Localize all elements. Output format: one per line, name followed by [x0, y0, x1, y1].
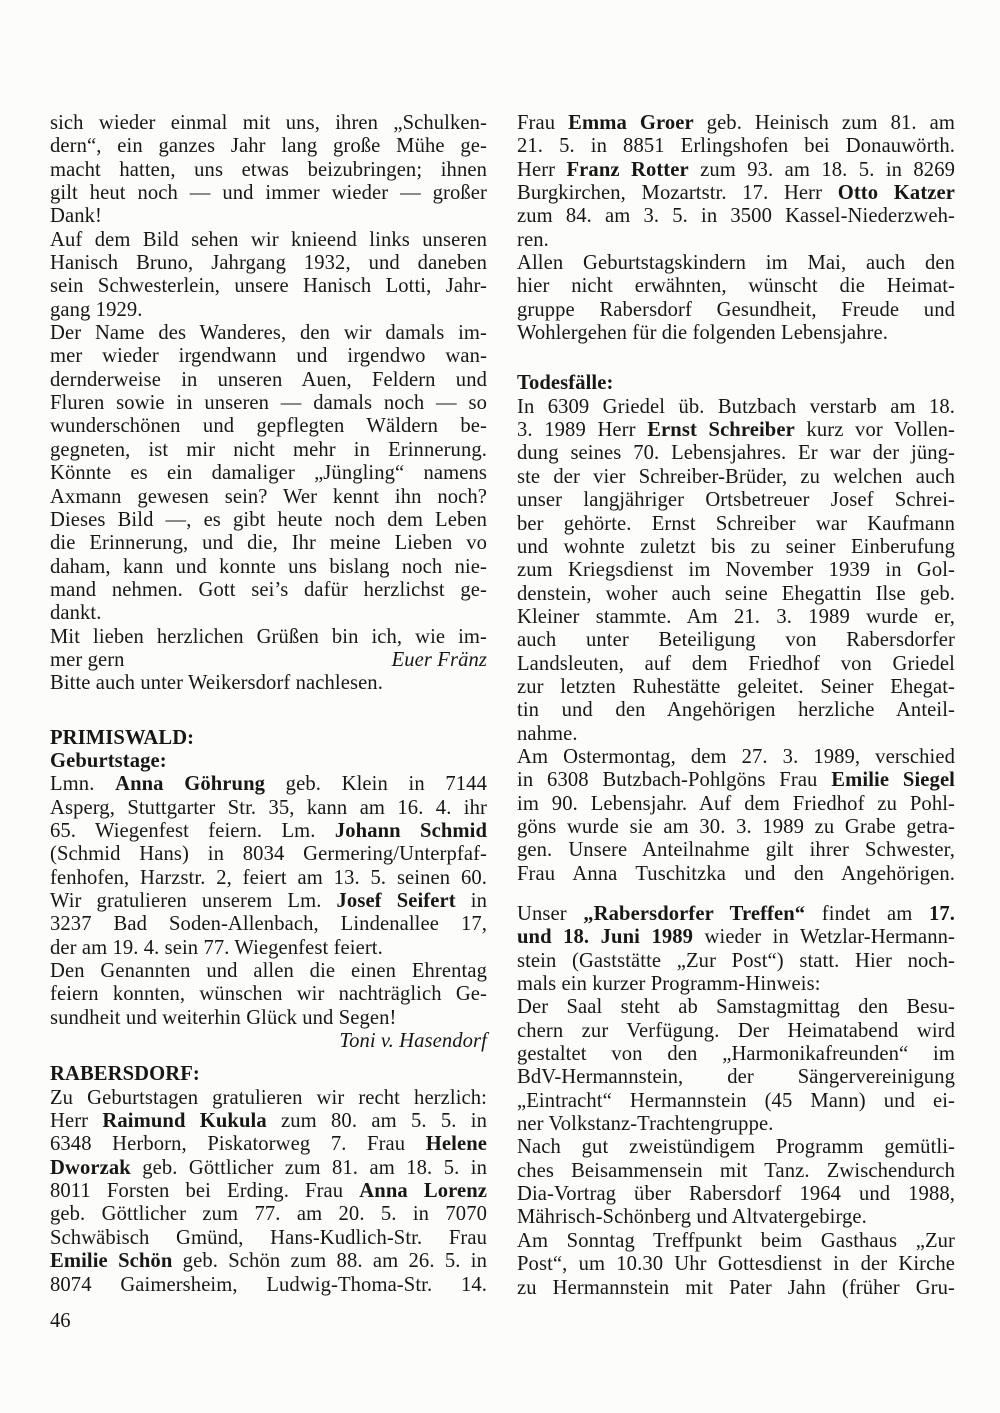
- text-segment: gegneten, ist mir nicht mehr in Erinnerung.: [50, 438, 487, 461]
- text-segment: Wohlergehen für die folgenden Lebensjahre.: [517, 322, 888, 345]
- text-line: [50, 1274, 487, 1297]
- text-segment: daham, kann und konnte uns bislang noch nie-: [50, 555, 487, 578]
- text-segment: die Erinnerung, und die, Ihr meine Lieben vo: [50, 532, 487, 555]
- text-segment: findet am: [805, 903, 929, 925]
- text-segment: Axmann gewesen sein? Wer kennt ihn noch?: [50, 485, 487, 508]
- text-line: [517, 1230, 955, 1253]
- text-segment: Herr: [517, 158, 567, 181]
- text-line: [517, 926, 955, 949]
- text-segment: in: [455, 890, 487, 912]
- text-segment: Am Sonntag Treffpunkt beim Gasthaus „Zur: [517, 1229, 955, 1252]
- text-line: [517, 769, 955, 792]
- text-segment: tin und den Angehörigen herzliche Anteil-: [517, 699, 955, 722]
- text-line: [517, 1183, 955, 1206]
- text-segment: göns wurde sie am 30. 3. 1989 zu Grabe getra-: [517, 815, 955, 838]
- text-segment: macht hatten, uns etwas beizubringen; ihnen: [50, 158, 487, 181]
- text-segment: Auf dem Bild sehen wir knieend links unseren: [50, 228, 487, 251]
- text-line: [50, 1180, 487, 1203]
- text-line: [517, 723, 955, 746]
- text-line: [50, 1203, 487, 1226]
- text-line: [517, 629, 955, 652]
- text-segment: Geburtstage:: [50, 749, 167, 772]
- text-segment: geb. Heinisch zum 81. am: [693, 112, 955, 134]
- text-segment: Josef Seifert: [336, 890, 456, 912]
- page-number: 46: [50, 1310, 71, 1332]
- text-line: [50, 369, 487, 392]
- text-segment: zum Kriegsdienst im November 1939 in Gol-: [517, 559, 955, 582]
- text-line: [50, 415, 487, 438]
- text-segment: Lmn.: [50, 773, 116, 796]
- text-segment: zum 80. am 5. 5. in: [266, 1110, 487, 1133]
- text-line: [517, 396, 955, 419]
- text-segment: mer gern: [50, 648, 125, 671]
- text-segment: Johann Schmid: [334, 819, 487, 842]
- text-segment: und 18. Juni 1989: [517, 926, 694, 949]
- text-line: [517, 1020, 955, 1043]
- text-line: [517, 536, 955, 559]
- text-segment: Mährisch-Schönberg und Altvatergebirge.: [517, 1206, 867, 1229]
- text-line: [517, 182, 955, 205]
- text-segment: zu Hermannstein mit Pater Jahn (früher Gru-: [517, 1276, 955, 1299]
- text-segment: Burgkirchen, Mozartstr. 17. Herr: [517, 182, 838, 205]
- text-line: [50, 556, 487, 579]
- text-segment: Toni v. Hasendorf: [339, 1030, 487, 1053]
- text-line: [517, 676, 955, 699]
- text-line: [517, 903, 955, 926]
- text-line: [517, 839, 955, 862]
- text-line: [50, 797, 487, 820]
- text-line: [517, 863, 955, 886]
- text-segment: Hanisch Bruno, Jahrgang 1932, und daneben: [50, 252, 487, 275]
- text-segment: 8011 Forsten bei Erding. Frau: [50, 1180, 360, 1203]
- text-segment: 17.: [928, 903, 956, 925]
- text-segment: mer wieder irgendwann und irgendwo wan-: [50, 345, 487, 368]
- text-line: [517, 1113, 955, 1136]
- text-segment: dankt.: [50, 602, 102, 625]
- text-line: [50, 1227, 487, 1250]
- text-line: [50, 462, 487, 485]
- text-segment: und wohnte zuletzt bis zu seiner Einberufung: [517, 535, 955, 558]
- text-line: [50, 1157, 487, 1180]
- text-line: [517, 112, 955, 135]
- text-segment: Emma Groer: [568, 112, 694, 134]
- text-segment: RABERSDORF:: [50, 1063, 200, 1086]
- text-line: [517, 973, 955, 996]
- text-segment: Dia-Vortrag über Rabersdorf 1964 und 1988,: [517, 1183, 955, 1206]
- text-line: [517, 793, 955, 816]
- text-segment: Am Ostermontag, dem 27. 3. 1989, verschied: [517, 745, 955, 768]
- text-segment: Der Saal steht ab Samstagmittag den Besu-: [517, 996, 955, 1019]
- text-line: [50, 626, 487, 649]
- text-segment: sundheit und weiterhin Glück und Segen!: [50, 1006, 397, 1029]
- text-line: [50, 486, 487, 509]
- text-line: [50, 159, 487, 182]
- text-line: [50, 322, 487, 345]
- text-segment: In 6309 Griedel üb. Butzbach verstarb am 18.: [517, 395, 955, 418]
- text-line: [517, 1136, 955, 1159]
- text-line: [50, 532, 487, 555]
- text-line: [517, 252, 955, 275]
- text-segment: dernderweise in unseren Auen, Feldern und: [50, 368, 487, 391]
- text-segment: Unser: [517, 903, 584, 925]
- text-segment: Frau Anna Tuschitzka und den Angehörigen.: [517, 862, 955, 885]
- text-line: [517, 1066, 955, 1089]
- text-segment: 3. 1989 Herr: [517, 419, 648, 442]
- text-line: [50, 1133, 487, 1156]
- column-right: [517, 112, 955, 1300]
- text-segment: Nach gut zweistündigem Programm gemütli-: [517, 1136, 955, 1159]
- text-line: [517, 299, 955, 322]
- text-line: [517, 466, 955, 489]
- text-segment: Allen Geburtstagskindern im Mai, auch den: [517, 252, 955, 275]
- text-segment: PRIMISWALD:: [50, 726, 195, 749]
- text-line: [517, 559, 955, 582]
- text-line: [517, 746, 955, 769]
- text-segment: Emilie Schön: [50, 1250, 173, 1273]
- text-line: [50, 1087, 487, 1110]
- text-line: [517, 275, 955, 298]
- text-segment: sein Schwesterlein, unsere Hanisch Lotti, Jahr-: [50, 275, 487, 298]
- text-line: [50, 1030, 487, 1053]
- text-segment: geb. Göttlicher zum 81. am 18. 5. in: [130, 1156, 487, 1179]
- text-segment: Schwäbisch Gmünd, Hans-Kudlich-Str. Frau: [50, 1226, 487, 1249]
- text-line: [517, 699, 955, 722]
- text-segment: Dank!: [50, 205, 102, 228]
- text-segment: 21. 5. in 8851 Erlingshofen bei Donauwörth.: [517, 135, 955, 158]
- text-line: [50, 509, 487, 532]
- text-segment: zur letzten Ruhestätte geleitet. Seiner Ehegat-: [517, 675, 955, 698]
- text-segment: Asperg, Stuttgarter Str. 35, kann am 16. 4. ihr: [50, 796, 487, 819]
- text-segment: Raimund Kukula: [102, 1110, 267, 1133]
- text-segment: unser langjähriger Ortsbetreuer Josef Schrei-: [517, 489, 955, 512]
- text-line: [517, 419, 955, 442]
- text-line: [517, 1253, 955, 1276]
- text-line: [50, 983, 487, 1006]
- text-line: [50, 960, 487, 983]
- text-line: [50, 937, 487, 960]
- text-segment: in 6308 Butzbach-Pohlgöns Frau: [517, 769, 832, 792]
- text-line: [517, 159, 955, 182]
- text-line: [517, 1090, 955, 1113]
- section-heading: [50, 727, 487, 750]
- text-line: [517, 1160, 955, 1183]
- text-line: [517, 1277, 955, 1300]
- text-segment: fenhofen, Harzstr. 2, feiert am 13. 5. seinen 60.: [50, 866, 487, 889]
- text-segment: mals ein kurzer Programm-Hinweis:: [517, 973, 821, 996]
- text-segment: Euer Fränz: [391, 648, 487, 671]
- text-line: [517, 489, 955, 512]
- text-segment: chern zur Verfügung. Der Heimatabend wird: [517, 1019, 955, 1042]
- text-line: [517, 996, 955, 1019]
- text-segment: 6348 Herborn, Piskatorweg 7. Frau: [50, 1133, 426, 1156]
- text-line: [50, 112, 487, 135]
- text-segment: wieder in Wetzlar-Hermann-: [693, 926, 955, 949]
- text-segment: mand nehmen. Gott sei’s dafür herzlichst ge-: [50, 578, 487, 601]
- text-line: [517, 816, 955, 839]
- text-line: [50, 602, 487, 625]
- text-line: [50, 867, 487, 890]
- text-line: [517, 583, 955, 606]
- text-segment: ber gehörte. Ernst Schreiber war Kaufmann: [517, 512, 955, 535]
- text-segment: Wir gratulieren unserem Lm.: [50, 890, 337, 912]
- text-line: [50, 913, 487, 936]
- text-segment: Anna Lorenz: [359, 1180, 488, 1203]
- text-segment: wunderschönen und gepflegten Wäldern be-: [50, 415, 487, 438]
- text-segment: sich wieder einmal mit uns, ihren „Schulken-: [50, 112, 487, 134]
- text-segment: Post“, um 10.30 Uhr Gottesdienst in der Kirche: [517, 1253, 955, 1276]
- text-line: [50, 252, 487, 275]
- text-segment: der am 19. 4. sein 77. Wiegenfest feiert.: [50, 936, 383, 959]
- text-segment: 65. Wiegenfest feiern. Lm.: [50, 819, 335, 842]
- text-segment: Todesfälle:: [517, 372, 614, 395]
- text-line: [50, 345, 487, 368]
- text-segment: nahme.: [517, 722, 578, 745]
- text-line: [50, 1110, 487, 1133]
- text-segment: geb. Göttlicher zum 77. am 20. 5. in 7070: [50, 1203, 487, 1226]
- text-segment: Zu Geburtstagen gratulieren wir recht herzlich:: [50, 1086, 487, 1109]
- text-segment: Fluren sowie in unseren — damals noch — so: [50, 392, 487, 415]
- text-segment: dung seines 70. Lebensjahres. Er war der jüng-: [517, 442, 955, 465]
- text-line: [517, 1043, 955, 1066]
- text-line: [517, 205, 955, 228]
- text-segment: Ernst Schreiber: [647, 419, 795, 442]
- text-segment: (Schmid Hans) in 8034 Germering/Unterpfaf-: [50, 843, 487, 866]
- text-segment: Dieses Bild —, es gibt heute noch dem Leben: [50, 508, 487, 531]
- text-segment: Otto Katzer: [837, 182, 956, 205]
- text-segment: im 90. Lebensjahr. Auf dem Friedhof zu Pohl-: [517, 792, 955, 815]
- text-line: [50, 299, 487, 322]
- text-line: [50, 1250, 487, 1273]
- text-line: [50, 275, 487, 298]
- text-segment: gang 1929.: [50, 298, 143, 321]
- text-segment: ste der vier Schreiber-Brüder, zu welchen auch: [517, 465, 955, 488]
- text-line: [50, 439, 487, 462]
- text-line: [50, 672, 487, 695]
- text-line: [50, 135, 487, 158]
- text-segment: „Rabersdorfer Treffen“: [583, 903, 806, 925]
- text-segment: gen. Unsere Anteilnahme gilt ihrer Schwester,: [517, 839, 955, 862]
- text-segment: ner Volkstanz-Trachtengruppe.: [517, 1113, 774, 1136]
- text-segment: stein (Gaststätte „Zur Post“) statt. Hier noch-: [517, 949, 955, 972]
- text-segment: Der Name des Wanderes, den wir damals im-: [50, 322, 487, 345]
- text-segment: Mit lieben herzlichen Grüßen bin ich, wie im-: [50, 625, 487, 648]
- text-line: [517, 135, 955, 158]
- text-segment: gilt heut noch — und immer wieder — großer: [50, 182, 487, 205]
- text-segment: 3237 Bad Soden-Allenbach, Lindenallee 17,: [50, 913, 487, 936]
- text-segment: BdV-Hermannstein, der Sängervereinigung: [517, 1066, 955, 1089]
- text-segment: auch unter Beteiligung von Rabersdorfer: [517, 629, 955, 652]
- text-line: [517, 606, 955, 629]
- text-line: [50, 820, 487, 843]
- text-line: [50, 890, 487, 913]
- text-segment: Landsleuten, auf dem Friedhof von Griedel: [517, 652, 955, 675]
- text-line: [50, 182, 487, 205]
- text-line: [50, 392, 487, 415]
- column-left: [50, 112, 487, 1297]
- text-segment: Herr: [50, 1110, 103, 1133]
- text-line: [50, 1007, 487, 1030]
- text-segment: ren.: [517, 228, 549, 251]
- text-line: [517, 322, 955, 345]
- text-line: [50, 773, 487, 796]
- section-heading: [50, 1063, 487, 1086]
- text-segment: gestaltet von den „Harmonikafreunden“ im: [517, 1043, 955, 1066]
- text-line: [517, 229, 955, 252]
- text-line: [517, 513, 955, 536]
- text-segment: Kleiner stammte. Am 21. 3. 1989 wurde er,: [517, 605, 955, 628]
- text-segment: Könnte es ein damaliger „Jüngling“ namens: [50, 462, 487, 485]
- text-segment: dern“, ein ganzes Jahr lang große Mühe ge-: [50, 135, 487, 158]
- text-segment: ches Beisammensein mit Tanz. Zwischendurch: [517, 1159, 955, 1182]
- section-heading: [517, 372, 955, 395]
- text-segment: Franz Rotter: [566, 158, 689, 181]
- text-segment: Bitte auch unter Weikersdorf nachlesen.: [50, 672, 383, 695]
- text-segment: Dworzak: [50, 1156, 131, 1179]
- text-segment: geb. Schön zum 88. am 26. 5. in: [172, 1250, 487, 1273]
- text-segment: „Eintracht“ Hermannstein (45 Mann) und ei-: [517, 1089, 955, 1112]
- text-line: [50, 649, 487, 672]
- text-segment: kurz vor Vollen-: [794, 419, 956, 442]
- text-segment: zum 93. am 18. 5. in 8269: [688, 158, 955, 181]
- text-line: [50, 579, 487, 602]
- text-line: [517, 1206, 955, 1229]
- text-line: [50, 229, 487, 252]
- text-segment: gruppe Rabersdorf Gesundheit, Freude und: [517, 298, 955, 321]
- text-line: [517, 950, 955, 973]
- text-segment: Den Genannten und allen die einen Ehrentag: [50, 960, 487, 983]
- text-segment: geb. Klein in 7144: [265, 773, 487, 796]
- text-line: [517, 442, 955, 465]
- text-segment: 8074 Gaimersheim, Ludwig-Thoma-Str. 14.: [50, 1273, 487, 1296]
- text-segment: Frau: [517, 112, 569, 134]
- text-line: [517, 653, 955, 676]
- text-segment: denstein, woher auch seine Ehegattin Ilse geb.: [517, 582, 955, 605]
- text-line: [50, 205, 487, 228]
- text-line: [50, 843, 487, 866]
- text-segment: Helene: [425, 1133, 487, 1156]
- text-segment: feiern konnten, wünschen wir nachträglich Ge-: [50, 983, 487, 1006]
- text-segment: Emilie Siegel: [831, 769, 955, 792]
- text-segment: Anna Göhrung: [115, 773, 266, 796]
- text-segment: zum 84. am 3. 5. in 3500 Kassel-Niederzweh-: [517, 205, 955, 228]
- section-heading: [50, 750, 487, 773]
- text-segment: hier nicht erwähnten, wünscht die Heimat-: [517, 275, 955, 298]
